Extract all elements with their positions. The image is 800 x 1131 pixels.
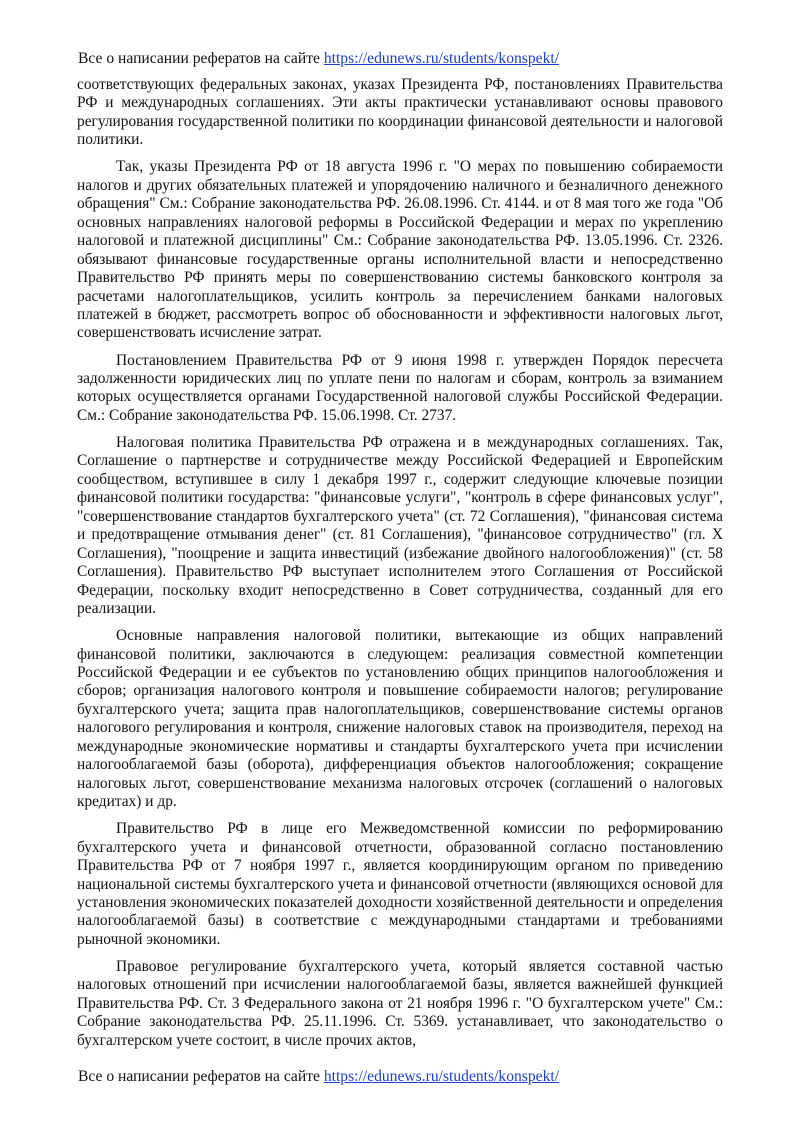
paragraph-2: Так, указы Президента РФ от 18 августа 1996 г. "О мерах по повышению собираемости налогов и других обязательных платежей и упорядочению наличного и безналичного денежного обращения" См.: Собрание законодательства РФ. 26.08.1996. Ст. 4144. и от 8 мая того же года "Об основных направлениях налоговой реформы в Российской Федерации и мерах по укреплению налоговой и платежной дисциплины" См.: Собрание законодательства РФ. 13.05.1996. Ст. 2326. обязывают финансовые государственные органы исполнительной власти и непосредственно Правительство РФ принять меры по совершенствованию системы банковского контроля за расчетами налогоплательщиков, усилить контроль за перечислением банками налоговых платежей в бюджет, рассмотреть вопрос об обоснованности и эффективности налоговых льгот, совершенствовать исчисление затрат.: [77, 158, 723, 342]
document-body: [77, 76, 723, 1050]
paragraph-7: Правовое регулирование бухгалтерского учета, который является составной частью налоговых отношений при исчислении налогооблагаемой базы, является важнейшей функцией Правительства РФ. Ст. 3 Федерального закона от 21 ноября 1996 г. "О бухгалтерском учете" См.: Собрание законодательства РФ. 25.11.1996. Ст. 5369. устанавливает, что законодательство о бухгалтерском учете состоит, в числе прочих актов,: [77, 957, 723, 1049]
page-header: [78, 49, 559, 68]
paragraph-4: Налоговая политика Правительства РФ отражена и в международных соглашениях. Так, Соглашение о партнерстве и сотрудничестве между Российской Федерацией и Европейским сообществом, вступившее в силу 1 декабря 1997 г., содержит следующие ключевые позиции финансовой политики государства: "финансовые услуги", "контроль в сфере финансовых услуг", "совершенствование стандартов бухгалтерского учета" (ст. 72 Соглашения), "финансовая система и предотвращение отмывания денег" (ст. 81 Соглашения), "финансовое сотрудничество" (гл. X Соглашения), "поощрение и защита инвестиций (избежание двойного налогообложения)" (ст. 58 Соглашения). Правительство РФ выступает исполнителем этого Соглашения от Российской Федерации, поскольку входит непосредственно в Совет сотрудничества, созданный для его реализации.: [77, 433, 723, 618]
footer-text: Все о написании рефератов на сайте: [78, 1068, 324, 1085]
footer-link[interactable]: https://edunews.ru/students/konspekt/: [323, 1068, 560, 1085]
page-footer: [78, 1067, 559, 1086]
paragraph-5: Основные направления налоговой политики, вытекающие из общих направлений финансовой политики, заключаются в следующем: реализация совместной компетенции Российской Федерации и ее субъектов по установлению общих принципов налогообложения и сборов; организация налогового контроля и повышение собираемости налогов; регулирование бухгалтерского учета; защита прав налогоплательщиков, совершенствование системы органов налогового регулирования и контроля, снижение налоговых ставок на производителя, переход на международные экономические нормативы и стандарты бухгалтерского учета при исчислении налогооблагаемой базы (оборота), дифференциация объектов налогообложения; сокращение налоговых льгот, совершенствование механизма налоговых отсрочек (соглашений о налоговых кредитах) и др.: [77, 627, 723, 811]
header-text: Все о написании рефератов на сайте: [78, 50, 324, 67]
paragraph-1: соответствующих федеральных законах, указах Президента РФ, постановлениях Правительства РФ и международных соглашениях. Эти акты практически устанавливают основы правового регулирования государственной политики по координации финансовой деятельности и налоговой политики.: [77, 76, 723, 149]
paragraph-6: Правительство РФ в лице его Межведомственной комиссии по реформированию бухгалтерского учета и финансовой отчетности, образованной согласно постановлению Правительства РФ от 7 ноября 1997 г., является координирующим органом по приведению национальной системы бухгалтерского учета и финансовой отчетности (являющихся основой для установления экономических показателей доходности хозяйственной деятельности и определения налогооблагаемой базы) в соответствие с международными стандартами и требованиями рыночной экономики.: [77, 820, 723, 948]
paragraph-3: Постановлением Правительства РФ от 9 июня 1998 г. утвержден Порядок пересчета задолженности юридических лиц по уплате пени по налогам и сборам, контроль за взиманием которых осуществляется органами Государственной налоговой службы Российской Федерации. См.: Собрание законодательства РФ. 15.06.1998. Ст. 2737.: [77, 351, 723, 424]
header-link[interactable]: https://edunews.ru/students/konspekt/: [323, 50, 560, 67]
